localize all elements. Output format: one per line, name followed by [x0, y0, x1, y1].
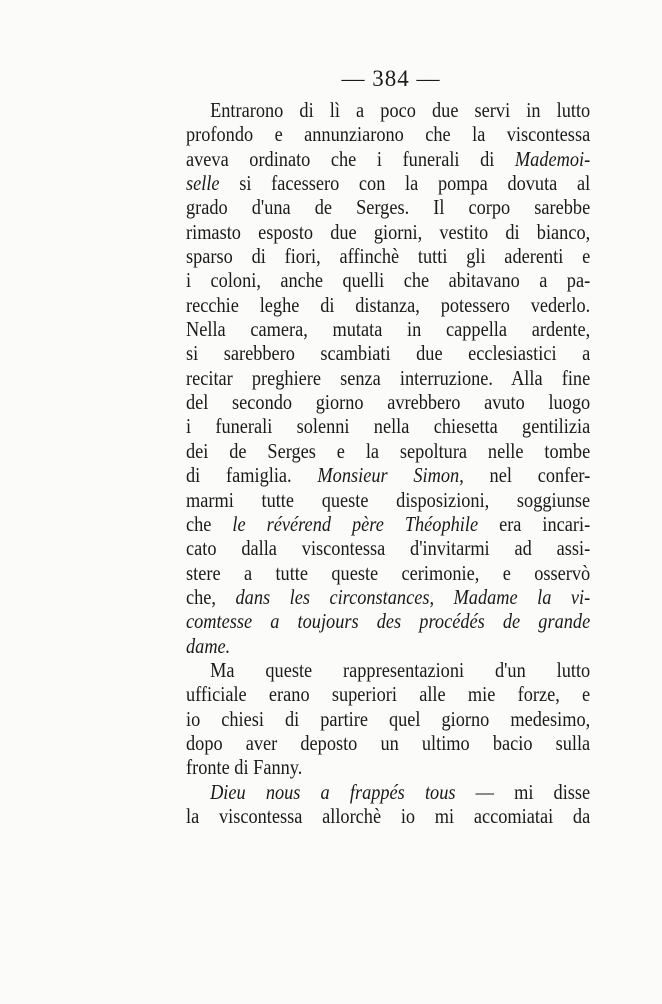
text-line — [186, 488, 590, 512]
text-line — [186, 171, 590, 195]
text-line — [186, 390, 590, 414]
text-line — [186, 755, 590, 779]
text-line — [186, 561, 590, 585]
text-segment: dei de Serges e la sepoltura nelle tombe — [186, 438, 591, 463]
text-segment: Ma queste rappresentazioni d'un lutto — [210, 657, 591, 682]
text-segment: la viscontessa allorchè io mi accomiatai da — [186, 803, 591, 828]
text-segment: rimasto esposto due giorni, vestito di bianco, — [186, 219, 591, 244]
text-segment: si sarebbero scambiati due ecclesiastici a — [186, 341, 591, 366]
text-line — [186, 780, 590, 804]
text-segment: che — [186, 511, 233, 536]
text-line — [186, 317, 590, 341]
text-segment: era incari- — [478, 511, 591, 536]
text-line — [186, 609, 590, 633]
text-segment: Nella camera, mutata in cappella ardente, — [186, 317, 591, 342]
italic-text: Monsieur Simon — [317, 463, 460, 488]
text-segment: i funerali solenni nella chiesetta gentilizia — [186, 414, 591, 439]
text-line — [186, 341, 590, 365]
text-segment: , nel confer- — [459, 463, 591, 488]
text-line — [186, 414, 590, 438]
text-line — [186, 439, 590, 463]
text-line — [186, 463, 590, 487]
text-segment: i coloni, anche quelli che abitavano a pa- — [186, 268, 591, 293]
text-segment: che, — [186, 584, 236, 609]
text-segment: Entrarono di lì a poco due servi in lutto — [210, 98, 591, 122]
text-segment: recitar preghiere senza interruzione. Alla fine — [186, 365, 591, 390]
italic-text: dans les circonstances, Madame la vi- — [235, 584, 591, 609]
body-text — [186, 98, 590, 828]
text-line — [186, 658, 590, 682]
text-line — [186, 220, 590, 244]
text-segment: si facessero con la pompa dovuta al — [219, 171, 591, 196]
italic-text: Mademoi- — [514, 146, 591, 171]
text-line — [186, 634, 590, 658]
text-line — [186, 536, 590, 560]
text-segment: grado d'una de Serges. Il corpo sarebbe — [186, 195, 591, 220]
text-segment: sparso di fiori, affinchè tutti gli aderenti e — [186, 244, 591, 269]
text-line — [186, 366, 590, 390]
text-segment: marmi tutte queste disposizioni, soggiunse — [186, 487, 591, 512]
text-line — [186, 98, 590, 122]
text-line — [186, 195, 590, 219]
text-segment: di famiglia. — [186, 463, 318, 488]
page-number: — 384 — — [341, 66, 441, 91]
text-line — [186, 682, 590, 706]
text-line — [186, 122, 590, 146]
text-segment: io chiesi di partire quel giorno medesimo, — [186, 706, 591, 731]
text-line — [186, 707, 590, 731]
italic-text: le révérend père Théophile — [232, 511, 479, 536]
text-line — [186, 244, 590, 268]
text-line — [186, 293, 590, 317]
text-line — [186, 585, 590, 609]
italic-text: dame. — [186, 633, 231, 658]
text-segment: cato dalla viscontessa d'invitarmi ad assi- — [186, 536, 591, 561]
italic-text: selle — [186, 171, 220, 196]
text-segment: del secondo giorno avrebbero avuto luogo — [186, 390, 591, 415]
text-segment: recchie leghe di distanza, potessero vederlo. — [186, 292, 591, 317]
text-segment: profondo e annunziarono che la viscontessa — [186, 122, 591, 147]
text-segment: aveva ordinato che i funerali di — [186, 146, 515, 171]
italic-text: Dieu nous a frappés tous — [210, 779, 456, 804]
text-segment: fronte di Fanny. — [186, 755, 303, 780]
text-segment: stere a tutte queste cerimonie, e osservò — [186, 560, 591, 585]
italic-text: comtesse a toujours des procédés de grande — [186, 609, 591, 634]
text-line — [186, 731, 590, 755]
text-line — [186, 512, 590, 536]
text-line — [186, 804, 590, 828]
text-segment: dopo aver deposto un ultimo bacio sulla — [186, 730, 591, 755]
text-line — [186, 147, 590, 171]
text-segment: ufficiale erano superiori alle mie forze, e — [186, 682, 591, 707]
text-segment: — mi disse — [455, 779, 591, 804]
text-line — [186, 268, 590, 292]
